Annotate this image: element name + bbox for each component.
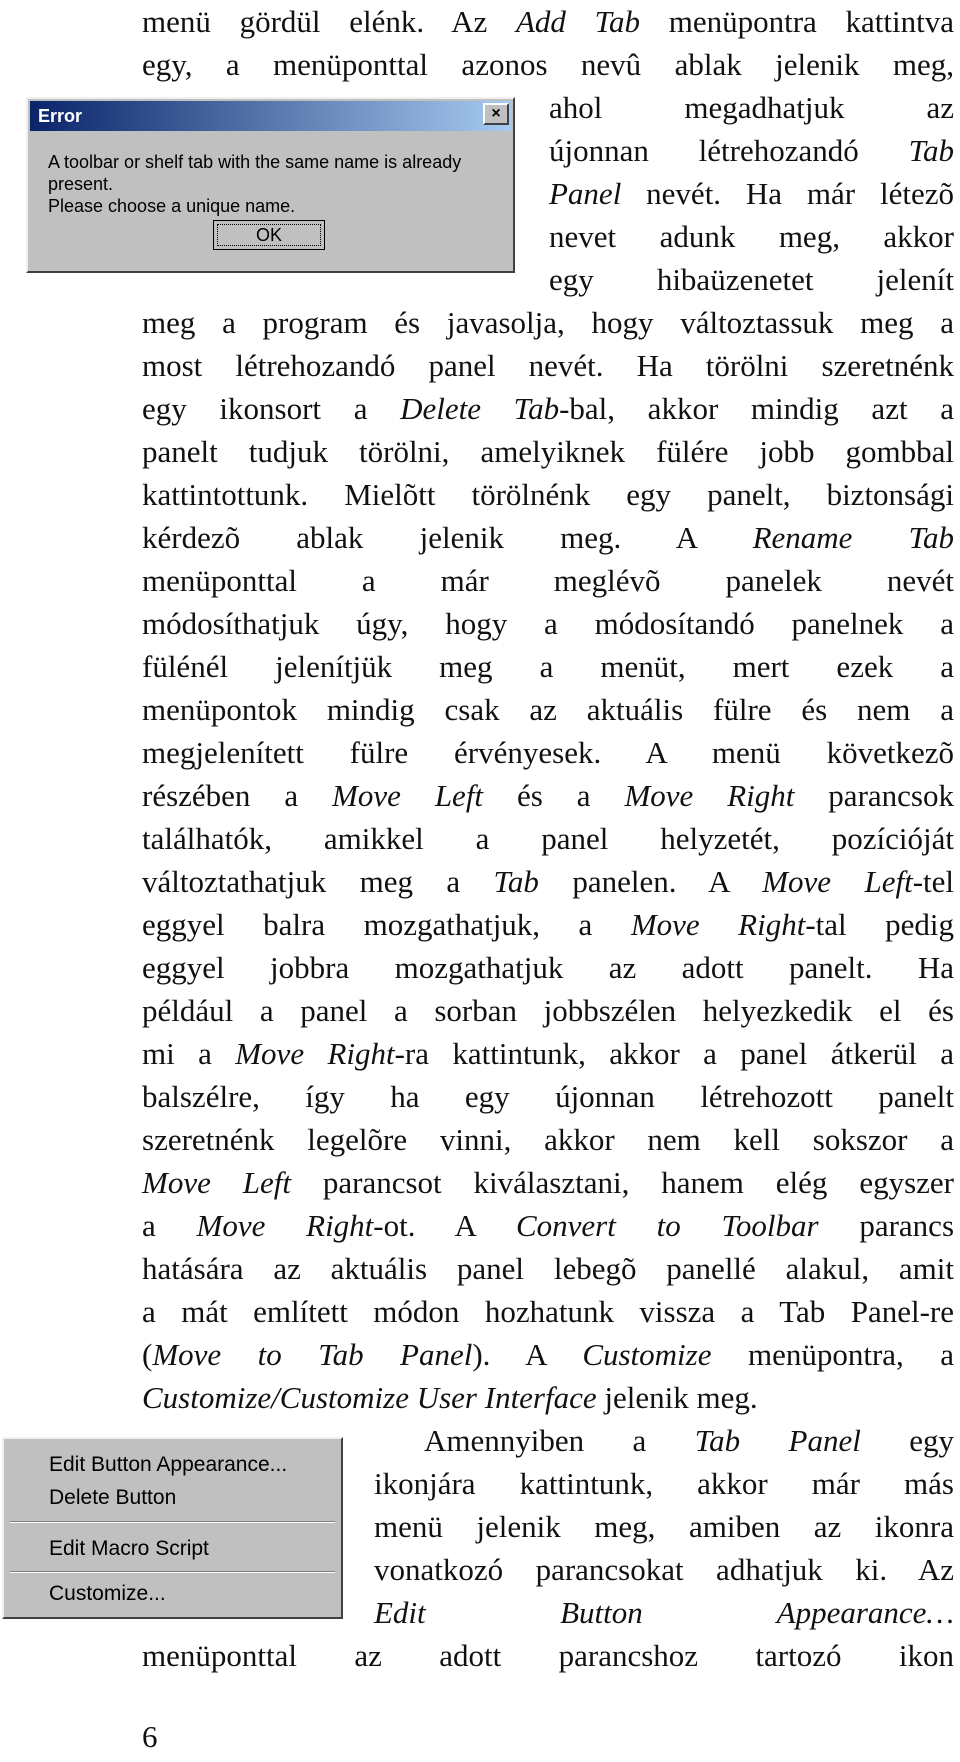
error-dialog bbox=[26, 97, 515, 273]
text-line: ikonjára kattintunk, akkor már más bbox=[374, 1466, 954, 1501]
text-line: szeretnénk legelõre vinni, akkor nem kell sokszor a bbox=[142, 1122, 954, 1157]
text-line: (Move to Tab Panel). A Customize menüpontra, a bbox=[142, 1337, 954, 1372]
text-line: módosíthatjuk úgy, hogy a módosítandó panelnek a bbox=[142, 606, 954, 641]
text-line: balszélre, így ha egy újonnan létrehozott panelt bbox=[142, 1079, 954, 1114]
menu-item-delete-button[interactable]: Delete Button bbox=[49, 1486, 177, 1509]
text-line: egy hibaüzenetet jelenít bbox=[549, 262, 954, 297]
text-line: menü gördül elénk. Az Add Tab menüpontra kattintva bbox=[142, 4, 954, 39]
dialog-message: A toolbar or shelf tab with the same name is already present. Please choose a unique name. bbox=[48, 152, 462, 216]
text-line: meg a program és javasolja, hogy változtassuk meg a bbox=[142, 305, 954, 340]
menu-separator bbox=[10, 1521, 335, 1523]
text-line: például a panel a sorban jobbszélen helyezkedik el és bbox=[142, 993, 954, 1028]
text-line: menüponttal a már meglévõ panelek nevét bbox=[142, 563, 954, 598]
text-line: fülénél jelenítjük meg a menüt, mert ezek a bbox=[142, 649, 954, 684]
text-line: Move Left parancsot kiválasztani, hanem elég egyszer bbox=[142, 1165, 954, 1200]
text-line: menü jelenik meg, amiben az ikonra bbox=[374, 1509, 954, 1544]
text-line: részében a Move Left és a Move Right parancsok bbox=[142, 778, 954, 813]
context-menu bbox=[2, 1437, 343, 1619]
ok-button[interactable]: OK bbox=[213, 220, 325, 250]
text-line: kérdezõ ablak jelenik meg. A Rename Tab bbox=[142, 520, 954, 555]
text-line: eggyel jobbra mozgathatjuk az adott panelt. Ha bbox=[142, 950, 954, 985]
text-line: a mát említett módon hozhatunk vissza a Tab Panel-re bbox=[142, 1294, 954, 1329]
text-line: megjelenített fülre érvényesek. A menü következõ bbox=[142, 735, 954, 770]
page-number: 6 bbox=[142, 1719, 158, 1754]
text-line: ahol megadhatjuk az bbox=[549, 90, 954, 125]
text-line: nevet adunk meg, akkor bbox=[549, 219, 954, 254]
text-line: a Move Right-ot. A Convert to Toolbar parancs bbox=[142, 1208, 955, 1243]
text-line: most létrehozandó panel nevét. Ha törölni szeretnénk bbox=[142, 348, 954, 383]
text-line: hatására az aktuális panel lebegõ panellé alakul, amit bbox=[142, 1251, 954, 1286]
menu-item-edit-macro-script[interactable]: Edit Macro Script bbox=[49, 1537, 209, 1560]
text-line: vonatkozó parancsokat adhatjuk ki. Az bbox=[374, 1552, 954, 1587]
text-line: egy, a menüponttal azonos nevû ablak jelenik meg, bbox=[142, 47, 954, 82]
text-line: menüpontok mindig csak az aktuális fülre és nem a bbox=[142, 692, 954, 727]
text-line: panelt tudjuk törölni, amelyiknek fülére jobb gombbal bbox=[142, 434, 954, 469]
text-line: találhatók, amikkel a panel helyzetét, pozícióját bbox=[142, 821, 954, 856]
text-line: menüponttal az adott parancshoz tartozó ikon bbox=[142, 1638, 954, 1673]
menu-item-customize[interactable]: Customize... bbox=[49, 1582, 166, 1605]
text-line: egy ikonsort a Delete Tab-bal, akkor mindig azt a bbox=[142, 391, 954, 426]
text-line: Edit Button Appearance… bbox=[374, 1595, 954, 1630]
text-line: mi a Move Right-ra kattintunk, akkor a panel átkerül a bbox=[142, 1036, 954, 1071]
text-line: újonnan létrehozandó Tab bbox=[549, 133, 954, 168]
close-button[interactable]: × bbox=[483, 103, 509, 125]
menu-separator bbox=[10, 1571, 335, 1573]
text-line: Panel nevét. Ha már létezõ bbox=[549, 176, 954, 211]
text-line: eggyel balra mozgathatjuk, a Move Right-tal pedig bbox=[142, 907, 954, 942]
text-line: Amennyiben a Tab Panel egy bbox=[424, 1423, 955, 1458]
text-line: Customize/Customize User Interface jelenik meg. bbox=[142, 1380, 758, 1415]
dialog-title: Error bbox=[30, 101, 511, 131]
text-line: változtathatjuk meg a Tab panelen. A Move Left-tel bbox=[142, 864, 954, 899]
menu-item-edit-button-appearance[interactable]: Edit Button Appearance... bbox=[49, 1453, 288, 1476]
text-line: kattintottunk. Mielõtt törölnénk egy panelt, biztonsági bbox=[142, 477, 954, 512]
